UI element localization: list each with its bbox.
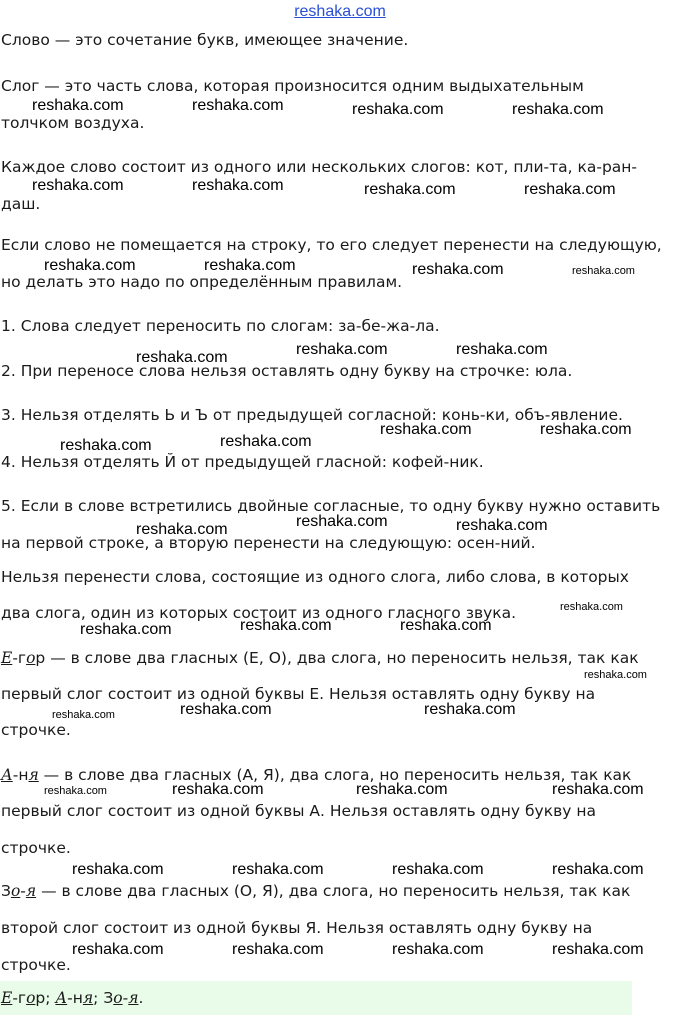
answer-text <box>1 988 143 1008</box>
watermark: reshaka.com <box>180 701 272 718</box>
paragraph-line: второй слог состоит из одной буквы Я. Нельзя оставлять одну букву на <box>1 919 593 937</box>
paragraph-line: Каждое слово состоит из одного или нескольких слогов: кот, пли-та, ка-ран- <box>1 158 638 176</box>
watermark: reshaka.com <box>32 177 124 194</box>
watermark: reshaka.com <box>356 781 448 798</box>
vowel-mark: я <box>82 989 94 1007</box>
watermark: reshaka.com <box>220 433 312 450</box>
paragraph-line: даш. <box>1 195 41 213</box>
watermark: reshaka.com <box>552 861 644 878</box>
vowel-mark: Е <box>1 649 13 667</box>
watermark: reshaka.com <box>364 181 456 198</box>
syllable: -г <box>12 649 27 667</box>
watermark: reshaka.com <box>524 181 616 198</box>
watermark: reshaka.com <box>44 257 136 274</box>
watermark: reshaka.com <box>400 617 492 634</box>
paragraph-line: Если слово не помещается на строку, то его следует перенести на следующую, <box>1 236 662 254</box>
watermark: reshaka.com <box>52 709 115 721</box>
watermark: reshaka.com <box>424 701 516 718</box>
paragraph-line: строчке. <box>1 839 71 857</box>
vowel-mark: Е <box>1 989 13 1007</box>
answer-box <box>0 981 632 1015</box>
rule-5: 5. Если в слове встретились двойные согласные, то одну букву нужно оставить <box>1 497 661 515</box>
separator: . <box>138 989 144 1007</box>
watermark: reshaka.com <box>392 941 484 958</box>
paragraph-line: два слога, один из которых состоит из одного гласного звука. <box>1 604 517 622</box>
syllable: - <box>20 882 26 900</box>
watermark: reshaka.com <box>552 781 644 798</box>
watermark: reshaka.com <box>572 265 635 277</box>
syllable: р <box>35 989 46 1007</box>
watermark: reshaka.com <box>552 941 644 958</box>
watermark: reshaka.com <box>352 101 444 118</box>
watermark: reshaka.com <box>72 941 164 958</box>
watermark: reshaka.com <box>232 861 324 878</box>
syllable: р <box>35 649 46 667</box>
syllable: З <box>1 882 11 900</box>
rule-3: 3. Нельзя отделять Ь и Ъ от предыдущей согласной: конь-ки, объ-явление. <box>1 406 623 424</box>
paragraph-line: толчком воздуха. <box>1 114 145 132</box>
paragraph-line: но делать это надо по определённым правилам. <box>1 273 403 291</box>
rule-2: 2. При переносе слова нельзя оставлять одну букву на строчке: юла. <box>1 362 573 380</box>
syllable: -н <box>12 766 29 784</box>
separator: ; <box>45 989 56 1007</box>
paragraph-line: строчке. <box>1 956 71 974</box>
vowel-mark: о <box>113 989 123 1007</box>
watermark: reshaka.com <box>560 601 623 613</box>
paragraph-line: строчке. <box>1 721 71 739</box>
vowel-mark: я <box>25 882 37 900</box>
watermark: reshaka.com <box>584 669 647 681</box>
example-zoya <box>1 881 630 901</box>
example-text: — в слове два гласных (Е, О), два слога, но переносить нельзя, так как <box>45 649 639 667</box>
syllable: -н <box>67 989 83 1007</box>
watermark: reshaka.com <box>412 261 504 278</box>
watermark: reshaka.com <box>296 341 388 358</box>
example-egor <box>1 648 639 668</box>
syllable: -г <box>12 989 27 1007</box>
watermark: reshaka.com <box>456 517 548 534</box>
vowel-mark: я <box>28 766 39 784</box>
watermark: reshaka.com <box>296 513 388 530</box>
watermark: reshaka.com <box>392 861 484 878</box>
separator: ; <box>93 989 104 1007</box>
watermark: reshaka.com <box>32 97 124 114</box>
watermark: reshaka.com <box>136 349 228 366</box>
rule-5: на первой строке, а вторую перенести на следующую: осен-ний. <box>1 534 536 552</box>
paragraph-line: первый слог состоит из одной буквы А. Нельзя оставлять одну букву на <box>1 802 596 820</box>
watermark: reshaka.com <box>172 781 264 798</box>
watermark: reshaka.com <box>512 101 604 118</box>
vowel-mark: А <box>1 766 13 784</box>
watermark: reshaka.com <box>72 861 164 878</box>
example-text: — в слове два гласных (О, Я), два слога, но переносить нельзя, так как <box>36 882 631 900</box>
vowel-mark: о <box>26 989 36 1007</box>
watermark: reshaka.com <box>60 437 152 454</box>
vowel-mark: о <box>10 882 21 900</box>
watermark: reshaka.com <box>540 421 632 438</box>
example-text: — в слове два гласных (А, Я), два слога, но переносить нельзя, так как <box>38 766 632 784</box>
watermark: reshaka.com <box>240 617 332 634</box>
syllable: З <box>103 989 114 1007</box>
watermark: reshaka.com <box>44 785 107 797</box>
vowel-mark: я <box>128 989 139 1007</box>
rule-4: 4. Нельзя отделять Й от предыдущей гласной: кофей-ник. <box>1 453 484 471</box>
watermark: reshaka.com <box>380 421 472 438</box>
watermark: reshaka.com <box>136 521 228 538</box>
paragraph-line: Нельзя перенести слова, состоящие из одного слога, либо слова, в которых <box>1 568 629 586</box>
vowel-mark: о <box>26 649 36 667</box>
paragraph-line: первый слог состоит из одной буквы Е. Нельзя оставлять одну букву на <box>1 685 596 703</box>
vowel-mark: А <box>55 989 68 1007</box>
paragraph-line: Слог — это часть слова, которая произносится одним выдыхательным <box>1 77 584 95</box>
syllable: - <box>122 989 129 1007</box>
paragraph-line: Слово — это сочетание букв, имеющее значение. <box>1 31 409 49</box>
watermark: reshaka.com <box>232 941 324 958</box>
watermark: reshaka.com <box>456 341 548 358</box>
site-header-link[interactable]: reshaka.com <box>294 3 386 20</box>
watermark: reshaka.com <box>192 97 284 114</box>
watermark: reshaka.com <box>204 257 296 274</box>
rule-1: 1. Слова следует переносить по слогам: за-бе-жа-ла. <box>1 317 440 335</box>
watermark: reshaka.com <box>80 621 172 638</box>
watermark: reshaka.com <box>192 177 284 194</box>
